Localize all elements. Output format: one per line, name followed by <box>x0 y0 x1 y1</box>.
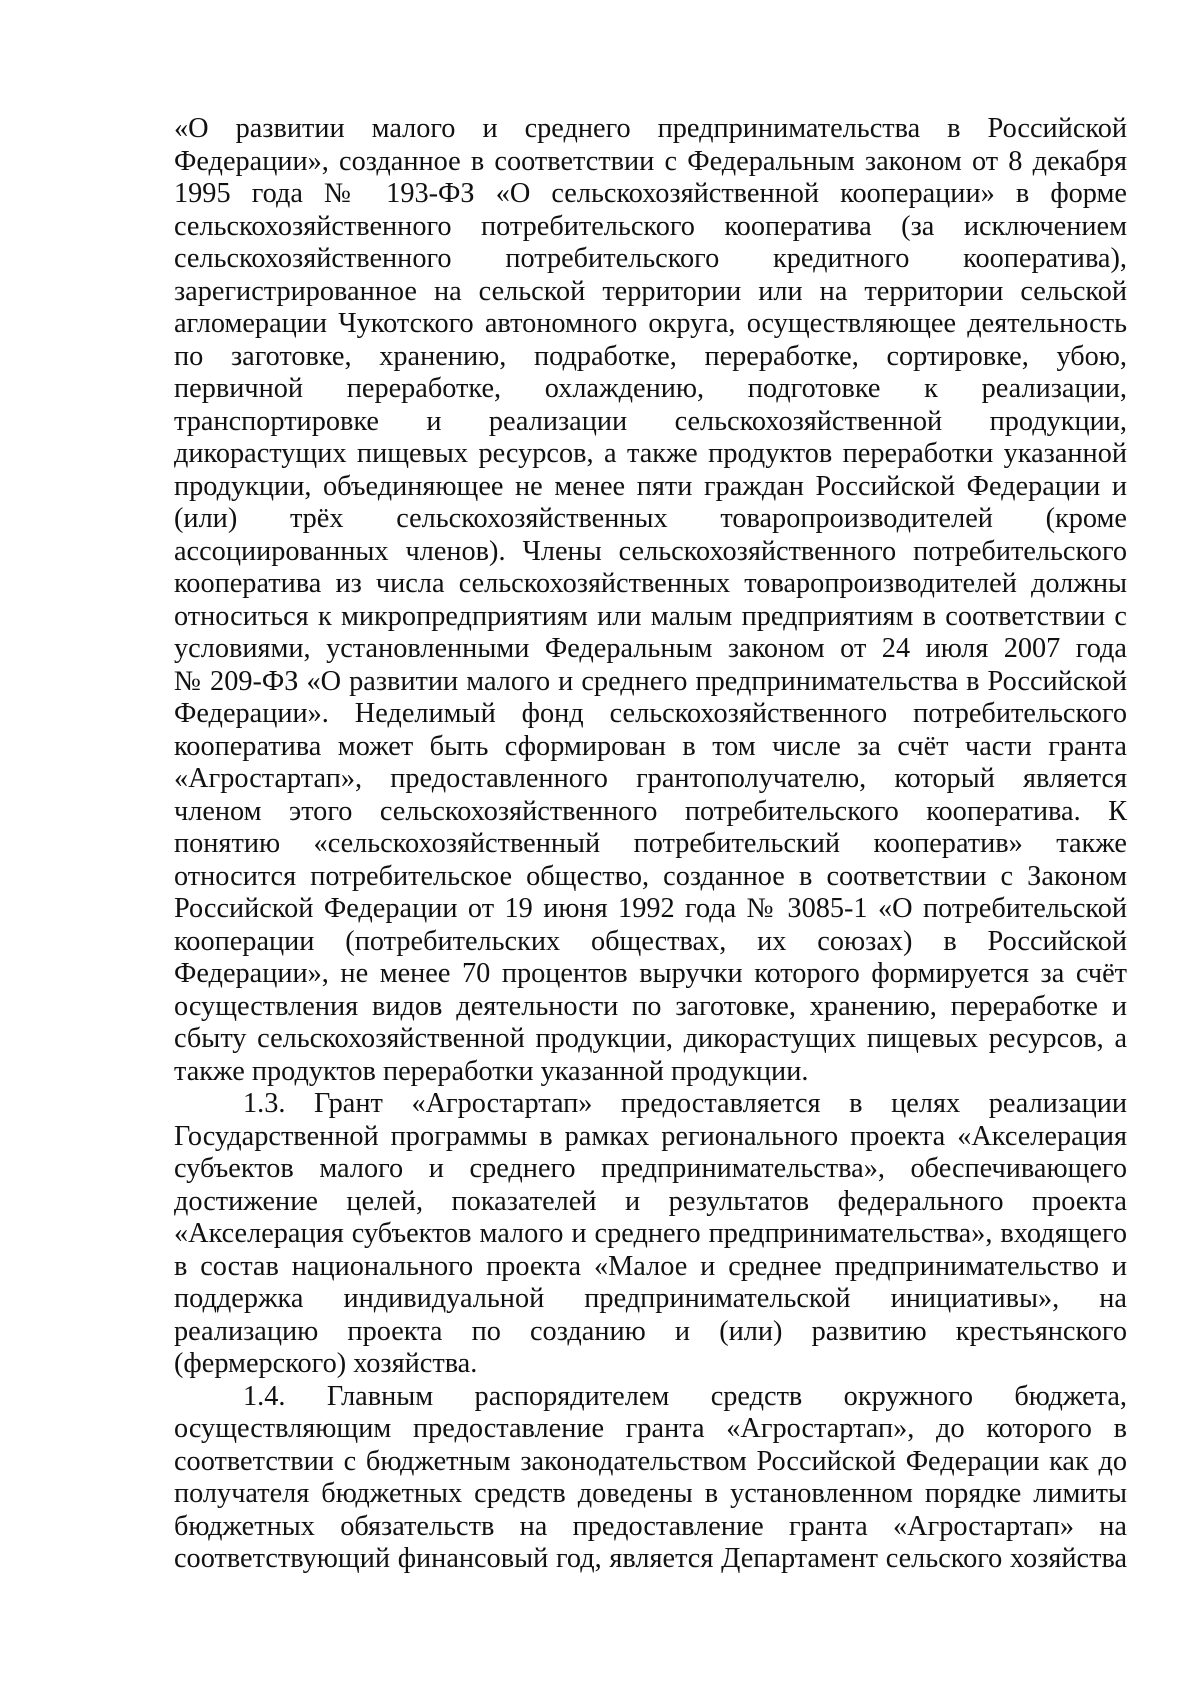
paragraph <box>174 113 1127 1088</box>
text-line: Федерации». Неделимый фонд сельскохозяйственного потребительского <box>174 698 1127 729</box>
text-line: кооператива может быть сформирован в том числе за счёт части гранта <box>174 730 1127 762</box>
text-line: членом этого сельскохозяйственного потребительского кооператива. К <box>174 795 1127 827</box>
text-line: (фермерского) хозяйства. <box>174 1348 478 1379</box>
text-line: кооператива из числа сельскохозяйственных товаропроизводителей должны <box>174 568 1127 599</box>
text-line: сельскохозяйственного потребительского кредитного кооператива), <box>174 243 1127 274</box>
text-line: (или) трёх сельскохозяйственных товаропроизводителей (кроме <box>174 503 1127 534</box>
text-line: осуществления видов деятельности по заготовке, хранению, переработке и <box>174 990 1127 1022</box>
text-line: 1995 года № 193-ФЗ «О сельскохозяйственной кооперации» в форме <box>174 178 1127 209</box>
text-line: бюджетных обязательств на предоставление гранта «Агростартап» на <box>174 1510 1127 1542</box>
text-line: ассоциированных членов). Члены сельскохозяйственного потребительского <box>174 535 1127 567</box>
text-line: относится потребительское общество, созданное в соответствии с Законом <box>174 860 1127 892</box>
text-line: по заготовке, хранению, подработке, переработке, сортировке, убою, <box>174 340 1127 372</box>
text-line: соответствующий финансовый год, является Департамент сельского хозяйства <box>174 1543 1127 1574</box>
text-line: первичной переработке, охлаждению, подготовке к реализации, <box>174 373 1127 404</box>
text-line: сельскохозяйственного потребительского кооператива (за исключением <box>174 210 1127 242</box>
text-line: Российской Федерации от 19 июня 1992 года № 3085-1 «О потребительской <box>174 893 1127 924</box>
text-line: поддержка индивидуальной предпринимательской инициативы», на <box>174 1283 1127 1314</box>
text-line: «Агростартап», предоставленного грантополучателю, который является <box>174 763 1127 794</box>
text-line: «О развитии малого и среднего предпринимательства в Российской <box>174 113 1127 144</box>
text-line: 1.4. Главным распорядителем средств окружного бюджета, <box>243 1380 1127 1412</box>
text-line: условиями, установленными Федеральным законом от 24 июля 2007 года <box>174 633 1127 664</box>
text-line: «Акселерация субъектов малого и среднего предпринимательства», входящего <box>174 1218 1127 1249</box>
text-line: № 209-ФЗ «О развитии малого и среднего предпринимательства в Российской <box>174 665 1127 697</box>
text-line: также продуктов переработки указанной продукции. <box>174 1055 809 1087</box>
text-line: зарегистрированное на сельской территории или на территории сельской <box>174 275 1127 307</box>
text-line: агломерации Чукотского автономного округа, осуществляющее деятельность <box>174 308 1127 339</box>
paragraph <box>174 1088 1127 1381</box>
text-line: Федерации», не менее 70 процентов выручки которого формируется за счёт <box>174 958 1127 989</box>
text-line: относиться к микропредприятиям или малым предприятиям в соответствии с <box>174 600 1127 632</box>
text-line: 1.3. Грант «Агростартап» предоставляется в целях реализации <box>243 1088 1127 1119</box>
text-line: транспортировке и реализации сельскохозяйственной продукции, <box>174 405 1127 437</box>
text-line: понятию «сельскохозяйственный потребительский кооператив» также <box>174 828 1127 859</box>
document-body <box>174 113 1127 1576</box>
paragraph <box>174 1381 1127 1576</box>
text-line: Федерации», созданное в соответствии с Федеральным законом от 8 декабря <box>174 145 1127 177</box>
text-line: реализацию проекта по созданию и (или) развитию крестьянского <box>174 1315 1127 1347</box>
text-line: продукции, объединяющее не менее пяти граждан Российской Федерации и <box>174 470 1127 502</box>
text-line: соответствии с бюджетным законодательством Российской Федерации как до <box>174 1445 1127 1477</box>
text-line: сбыту сельскохозяйственной продукции, дикорастущих пищевых ресурсов, а <box>174 1023 1127 1054</box>
text-line: получателя бюджетных средств доведены в установленном порядке лимиты <box>174 1478 1127 1509</box>
text-line: Государственной программы в рамках регионального проекта «Акселерация <box>174 1120 1127 1152</box>
text-line: осуществляющим предоставление гранта «Агростартап», до которого в <box>174 1413 1127 1444</box>
text-line: в состав национального проекта «Малое и среднее предпринимательство и <box>174 1250 1127 1282</box>
text-line: достижение целей, показателей и результатов федерального проекта <box>174 1185 1127 1217</box>
text-line: субъектов малого и среднего предпринимательства», обеспечивающего <box>174 1153 1127 1184</box>
text-line: дикорастущих пищевых ресурсов, а также продуктов переработки указанной <box>174 438 1127 469</box>
text-line: кооперации (потребительских обществах, их союзах) в Российской <box>174 925 1127 957</box>
